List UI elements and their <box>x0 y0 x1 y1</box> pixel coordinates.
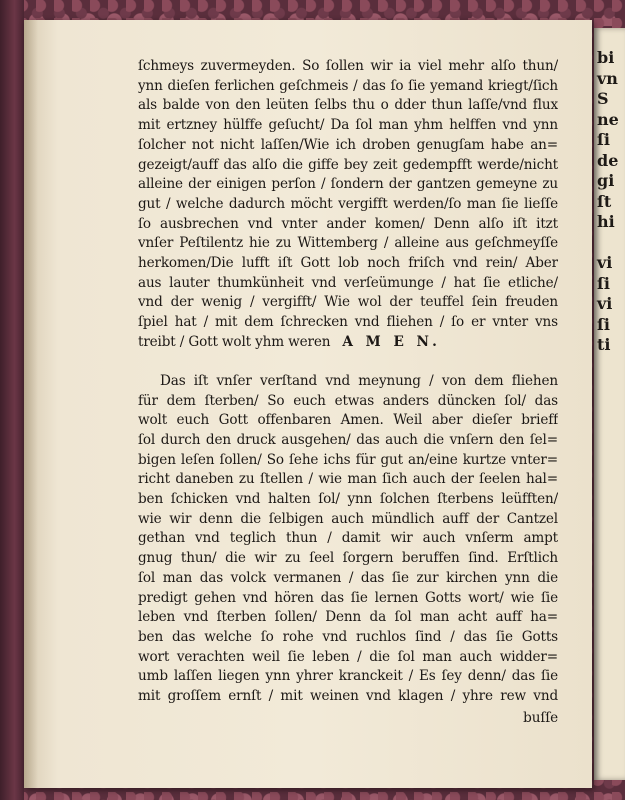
text-line: alleine der einigen perſon / ſondern der gantzen gemeyne zu <box>138 176 558 193</box>
text-line: ynn dieſen ferlichen geſchmeis / das ſo ſie yemand kriegt/ſich <box>138 77 558 94</box>
facing-page-fragment: ſi <box>597 130 610 149</box>
text-line: vnd der wenig / vergifft/ Wie wol der teuffel ſein freuden <box>138 294 558 311</box>
facing-page-fragment: gi <box>597 171 615 190</box>
book-cover-edge <box>0 0 24 800</box>
facing-page-fragment: hi <box>597 212 615 231</box>
text-line: wolt euch Gott offenbaren Amen. Weil aber dieſer brieff <box>138 412 558 429</box>
text-line: ſol durch den druck ausgehen/ das auch die vnſern den ſel= <box>138 431 558 448</box>
text-line: richt daneben zu ſtellen / wie man ſich auch der ſeelen hal= <box>138 471 558 488</box>
text-line: ſo ausbrechen vnd vnter ander komen/ Denn alſo iſt itzt <box>138 215 558 232</box>
text-line: leben vnd ſterben ſollen/ Denn da ſol man acht auff ha= <box>138 609 558 626</box>
text-line: gnug thun/ die wir zu ſeel ſorgern beruffen ſind. Erſtlich <box>138 550 558 567</box>
text-line: mit ertzney hülffe geſucht/ Da ſol man yhm helffen vnd ynn <box>138 117 558 134</box>
text-line: aus lauter thumkünheit vnd verſeümunge / hat ſie etliche/ <box>138 274 558 291</box>
facing-page-fragment: ne <box>597 109 619 129</box>
text-line-content: treibt / Gott wolt yhm weren <box>138 333 331 350</box>
facing-page-fragment: ſi <box>597 314 610 334</box>
closing-amen: A M E N. <box>342 333 441 350</box>
text-line: ſol man das volck vermanen / das ſie zur kirchen ynn die <box>138 569 558 586</box>
facing-page-fragment: bi <box>597 48 615 67</box>
text-line: ben das welche ſo rohe vnd ruchlos ſind / das ſie Gotts <box>138 628 558 645</box>
text-line: wort verachten weil ſie leben / die ſol man auch widder= <box>138 648 558 665</box>
facing-page-fragment: de <box>597 150 619 170</box>
text-line: umb laſſen liegen ynn yhrer kranckeit / Es ſey denn/ das ſie <box>138 668 558 685</box>
catchword: buſſe <box>523 709 558 726</box>
facing-page-fragment: vi <box>597 253 613 272</box>
facing-page-fragment: vn <box>597 68 618 88</box>
text-line: gethan vnd teglich thun / damit wir auch vnſerm ampt <box>138 530 558 547</box>
facing-page-fragment: S <box>597 89 609 108</box>
text-line: für dem ſterben/ So euch etwas anders düncken ſol/ das <box>138 392 558 409</box>
text-line: ſchmeys zuvermeyden. So ſollen wir ia viel mehr alſo thun/ <box>138 58 558 74</box>
text-line: gut / welche dadurch möcht vergifft werden/ſo man ſie lieſſe <box>138 195 558 212</box>
text-line: Das iſt vnſer verſtand vnd meynung / von dem fliehen <box>160 372 558 389</box>
facing-page-fragment: ſi <box>597 273 610 293</box>
text-line: gezeigt/auff das alſo die giffe bey zeit gedempfft werde/nicht <box>138 156 558 173</box>
facing-page-fragment: ti <box>597 335 611 354</box>
facing-page-fragment: ſt <box>597 191 612 211</box>
text-line: ſolcher not nicht laſſen/Wie ich droben genugſam habe an= <box>138 136 558 153</box>
text-line: ben ſchicken vnd halten ſol/ ynn ſolchen ſterbens leüfften/ <box>138 491 558 507</box>
text-line: mit groſſem ernſt / mit weinen vnd klagen / yhre rew vnd <box>138 688 558 704</box>
facing-page-fragment: vi <box>597 294 613 313</box>
text-line: herkomen/Die lufft iſt Gott lob noch friſch vnd rein/ Aber <box>138 255 558 271</box>
text-line: als balde von den leüten ſelbs thu o dder thun laſſe/vnd flux <box>138 97 558 114</box>
page-gutter-shadow <box>24 20 38 788</box>
text-line: predigt gehen vnd hören das ſie lernen Gotts wort/ wie ſie <box>138 589 558 606</box>
text-line <box>138 334 558 350</box>
text-line: vnſer Peſtilentz hie zu Wittemberg / alleine aus geſchmeyſſe <box>138 235 558 252</box>
text-line: bigen leſen ſollen/ So ſehe ichs für gut an/eine kurtze vnter= <box>138 451 558 468</box>
text-line: ſpiel hat / mit dem ſchrecken vnd fliehen / ſo er vnter vns <box>138 314 558 331</box>
text-line: wie wir denn die ſelbigen auch mündlich auff der Cantzel <box>138 510 558 527</box>
facing-page-edge <box>594 28 625 780</box>
